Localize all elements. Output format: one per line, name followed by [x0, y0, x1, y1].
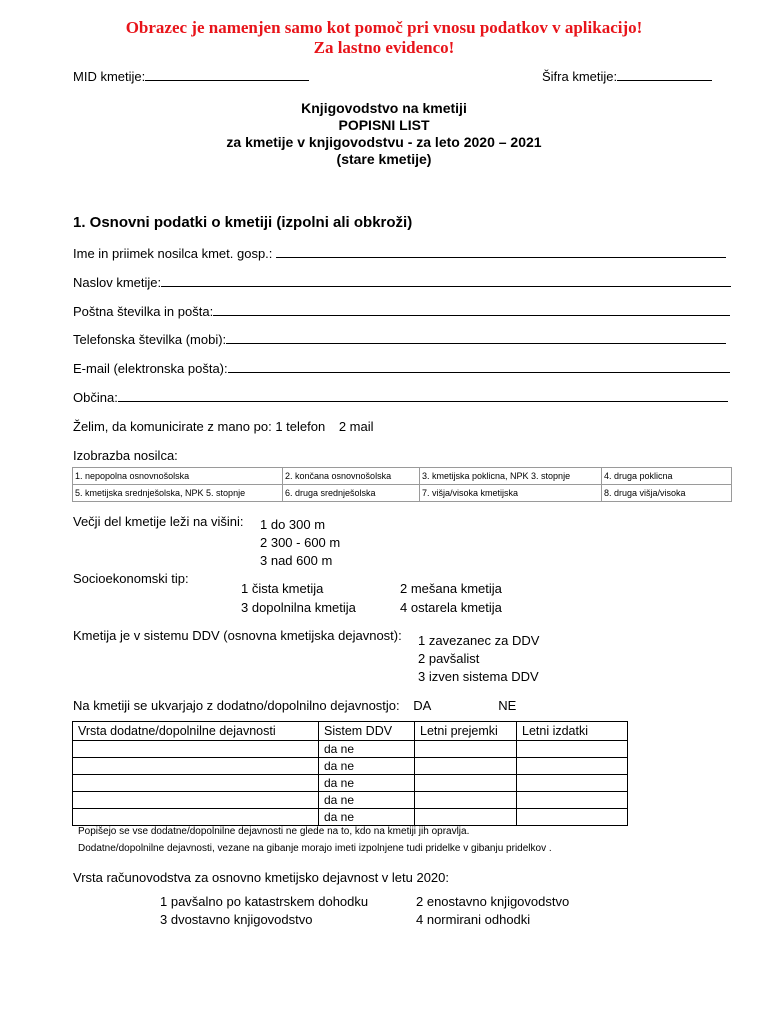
- education-option-6[interactable]: 6. druga srednješolska: [283, 485, 420, 502]
- income-cell[interactable]: [415, 741, 517, 758]
- altitude-option-3[interactable]: 3 nad 600 m: [260, 553, 333, 568]
- table-row: [73, 792, 628, 809]
- ddv-choice-cell[interactable]: da ne: [319, 809, 415, 826]
- ddv-choice-cell[interactable]: da ne: [319, 792, 415, 809]
- education-table: [72, 467, 732, 502]
- expense-cell[interactable]: [517, 775, 628, 792]
- altitude-option-1[interactable]: 1 do 300 m: [260, 517, 326, 532]
- accounting-option-3[interactable]: 3 dvostavno knjigovodstvo: [160, 912, 313, 927]
- income-cell[interactable]: [415, 775, 517, 792]
- field-underline: [226, 332, 726, 344]
- field-underline: [118, 390, 728, 402]
- field-underline: [213, 304, 730, 316]
- warning-line-2: Za lastno evidenco!: [313, 38, 455, 57]
- education-option-7[interactable]: 7. višja/visoka kmetijska: [420, 485, 602, 502]
- table-note-1: Popišejo se vse dodatne/dopolnilne dejavnosti ne glede na to, kdo na kmetiji jih opravlja.: [78, 826, 470, 837]
- income-cell[interactable]: [415, 758, 517, 775]
- field-label: Naslov kmetije:: [73, 275, 162, 290]
- answer-yes[interactable]: DA: [413, 698, 431, 713]
- activity-cell[interactable]: [73, 809, 319, 826]
- altitude-option-2[interactable]: 2 300 - 600 m: [260, 535, 341, 550]
- expense-cell[interactable]: [517, 758, 628, 775]
- socio-option-3[interactable]: 3 dopolnilna kmetija: [241, 600, 356, 615]
- activity-cell[interactable]: [73, 741, 319, 758]
- income-cell[interactable]: [415, 792, 517, 809]
- education-option-4[interactable]: 4. druga poklicna: [602, 468, 732, 485]
- title-line-1: Knjigovodstvo na kmetiji: [301, 100, 467, 116]
- field-address[interactable]: [73, 275, 731, 290]
- ddv-option-1[interactable]: 1 zavezanec za DDV: [418, 633, 540, 648]
- income-cell[interactable]: [415, 809, 517, 826]
- field-label: Ime in priimek nosilca kmet. gosp.:: [73, 246, 273, 261]
- column-header: Sistem DDV: [319, 722, 415, 741]
- field-label: Poštna številka in pošta:: [73, 304, 214, 319]
- table-note-2: Dodatne/dopolnilne dejavnosti, vezane na gibanje morajo imeti izpolnjene tudi pridelke v gibanju pridelkov .: [78, 843, 552, 854]
- sifra-field[interactable]: [542, 69, 712, 84]
- accounting-label: Vrsta računovodstva za osnovno kmetijsko dejavnost v letu 2020:: [73, 870, 450, 885]
- field-post[interactable]: [73, 304, 730, 319]
- expense-cell[interactable]: [517, 792, 628, 809]
- education-option-3[interactable]: 3. kmetijska poklicna, NPK 3. stopnje: [420, 468, 602, 485]
- column-header: Letni prejemki: [415, 722, 517, 741]
- field-underline: [276, 246, 726, 258]
- additional-activity-question: [73, 698, 516, 713]
- accounting-option-2[interactable]: 2 enostavno knjigovodstvo: [416, 894, 570, 909]
- expense-cell[interactable]: [517, 741, 628, 758]
- socio-option-2[interactable]: 2 mešana kmetija: [400, 581, 502, 596]
- table-header-row: [73, 722, 628, 741]
- sifra-underline: [617, 69, 712, 81]
- ddv-option-2[interactable]: 2 pavšalist: [418, 651, 480, 666]
- section-1-title: 1. Osnovni podatki o kmetiji (izpolni ali obkroži): [73, 214, 413, 231]
- sifra-label: Šifra kmetije:: [542, 69, 618, 84]
- education-option-8[interactable]: 8. druga višja/visoka: [602, 485, 732, 502]
- mid-field[interactable]: [73, 69, 309, 84]
- socio-option-1[interactable]: 1 čista kmetija: [241, 581, 324, 596]
- contact-preference: [73, 419, 374, 434]
- activity-cell[interactable]: [73, 792, 319, 809]
- field-phone[interactable]: [73, 332, 726, 347]
- activity-cell[interactable]: [73, 758, 319, 775]
- education-option-5[interactable]: 5. kmetijska srednješolska, NPK 5. stopnje: [73, 485, 283, 502]
- accounting-option-4[interactable]: 4 normirani odhodki: [416, 912, 531, 927]
- field-email[interactable]: [73, 361, 730, 376]
- mid-label: MID kmetije:: [73, 69, 146, 84]
- field-underline: [161, 275, 731, 287]
- title-line-2: POPISNI LIST: [338, 117, 430, 133]
- field-holder-name[interactable]: [73, 246, 726, 261]
- column-header: Vrsta dodatne/dopolnilne dejavnosti: [73, 722, 319, 741]
- field-municipality[interactable]: [73, 390, 728, 405]
- altitude-label: Večji del kmetije leži na višini:: [73, 514, 244, 529]
- table-row: [73, 775, 628, 792]
- field-label: E-mail (elektronska pošta):: [73, 361, 228, 376]
- table-row: [73, 809, 628, 826]
- contact-option-mail[interactable]: 2 mail: [338, 419, 374, 434]
- activity-cell[interactable]: [73, 775, 319, 792]
- mid-underline: [145, 69, 309, 81]
- ddv-label: Kmetija je v sistemu DDV (osnovna kmetijska dejavnost):: [73, 628, 402, 643]
- socio-option-4[interactable]: 4 ostarela kmetija: [400, 600, 502, 615]
- table-row: [73, 741, 628, 758]
- ddv-option-3[interactable]: 3 izven sistema DDV: [418, 669, 539, 684]
- field-underline: [228, 361, 730, 373]
- title-line-3: za kmetije v knjigovodstvu - za leto 2020 – 2021: [226, 134, 542, 150]
- table-row: [73, 758, 628, 775]
- column-header: Letni izdatki: [517, 722, 628, 741]
- field-label: Telefonska številka (mobi):: [73, 332, 227, 347]
- contact-label: Želim, da komunicirate z mano po:: [73, 419, 272, 434]
- education-option-1[interactable]: 1. nepopolna osnovnošolska: [73, 468, 283, 485]
- education-row: [73, 485, 732, 502]
- ddv-choice-cell[interactable]: da ne: [319, 775, 415, 792]
- education-label: Izobrazba nosilca:: [73, 448, 178, 463]
- contact-option-phone[interactable]: 1 telefon: [275, 419, 326, 434]
- socio-label: Socioekonomski tip:: [73, 571, 189, 586]
- additional-activity-label: Na kmetiji se ukvarjajo z dodatno/dopolnilno dejavnostjo:: [73, 698, 400, 713]
- ddv-choice-cell[interactable]: da ne: [319, 741, 415, 758]
- field-label: Občina:: [73, 390, 118, 405]
- title-line-4: (stare kmetije): [336, 151, 432, 167]
- warning-line-1: Obrazec je namenjen samo kot pomoč pri vnosu podatkov v aplikacijo!: [125, 18, 643, 37]
- expense-cell[interactable]: [517, 809, 628, 826]
- accounting-option-1[interactable]: 1 pavšalno po katastrskem dohodku: [160, 894, 369, 909]
- education-option-2[interactable]: 2. končana osnovnošolska: [283, 468, 420, 485]
- education-row: [73, 468, 732, 485]
- additional-activity-table: [72, 721, 628, 826]
- ddv-choice-cell[interactable]: da ne: [319, 758, 415, 775]
- answer-no[interactable]: NE: [498, 698, 517, 713]
